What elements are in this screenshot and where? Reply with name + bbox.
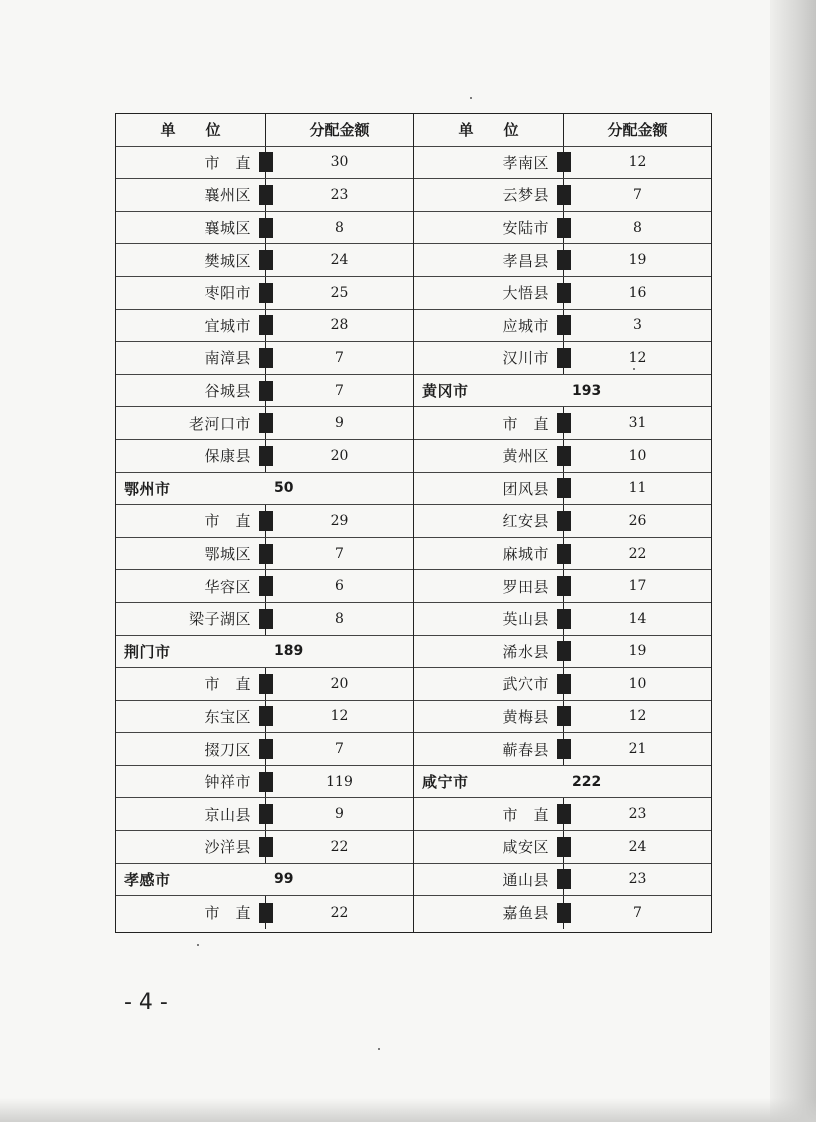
allocation-amount: 10 xyxy=(628,447,647,464)
redaction-mark xyxy=(259,152,273,172)
allocation-amount: 11 xyxy=(628,480,647,497)
redaction-mark xyxy=(557,348,571,368)
redaction-mark xyxy=(259,544,273,564)
unit-name: 掇刀区 xyxy=(116,733,266,765)
table-row xyxy=(116,310,413,343)
table-row xyxy=(116,244,413,277)
allocation-amount: 7 xyxy=(335,545,344,562)
unit-name: 黄州区 xyxy=(414,440,564,472)
page-bottom-shadow xyxy=(0,1098,816,1122)
redaction-mark xyxy=(557,446,571,466)
unit-name: 华容区 xyxy=(116,570,266,602)
unit-name: 英山县 xyxy=(414,603,564,635)
redaction-mark xyxy=(259,250,273,270)
redaction-mark xyxy=(259,315,273,335)
city-total: 50 xyxy=(274,480,294,497)
table-row xyxy=(116,179,413,212)
table-row xyxy=(116,701,413,734)
allocation-amount: 7 xyxy=(335,382,344,399)
allocation-amount: 21 xyxy=(628,741,647,758)
redaction-mark xyxy=(259,218,273,238)
allocation-amount: 20 xyxy=(330,675,349,692)
page-number: - 4 - xyxy=(124,990,168,1015)
scan-speck xyxy=(633,368,635,370)
redaction-mark xyxy=(557,674,571,694)
allocation-amount: 17 xyxy=(628,578,647,595)
redaction-mark xyxy=(259,185,273,205)
unit-name: 保康县 xyxy=(116,440,266,472)
redaction-mark xyxy=(557,511,571,531)
allocation-amount: 7 xyxy=(335,349,344,366)
unit-name: 应城市 xyxy=(414,310,564,342)
unit-name: 麻城市 xyxy=(414,538,564,570)
table-row xyxy=(414,244,711,277)
redaction-mark xyxy=(259,903,273,923)
city-total: 189 xyxy=(274,643,304,660)
unit-name: 安陆市 xyxy=(414,212,564,244)
redaction-mark xyxy=(259,837,273,857)
table-row xyxy=(116,212,413,245)
redaction-mark xyxy=(259,283,273,303)
allocation-amount: 16 xyxy=(628,284,647,301)
allocation-amount: 3 xyxy=(633,317,642,334)
redaction-mark xyxy=(557,609,571,629)
city-row xyxy=(414,375,711,408)
allocation-amount: 24 xyxy=(330,252,349,269)
redaction-mark xyxy=(557,739,571,759)
table-row xyxy=(116,440,413,473)
unit-name: 宜城市 xyxy=(116,310,266,342)
allocation-amount: 28 xyxy=(330,317,349,334)
table-row xyxy=(116,570,413,603)
redaction-mark xyxy=(557,250,571,270)
table-row xyxy=(414,603,711,636)
redaction-mark xyxy=(259,804,273,824)
allocation-amount: 7 xyxy=(633,186,642,203)
table-row xyxy=(414,701,711,734)
unit-name: 汉川市 xyxy=(414,342,564,374)
table-header-row xyxy=(116,114,413,147)
unit-name: 襄城区 xyxy=(116,212,266,244)
allocation-table xyxy=(115,113,712,933)
table-row xyxy=(414,147,711,180)
unit-name: 枣阳市 xyxy=(116,277,266,309)
allocation-amount: 31 xyxy=(628,415,647,432)
allocation-amount: 7 xyxy=(335,741,344,758)
unit-name: 嘉鱼县 xyxy=(414,896,564,929)
unit-name: 市 直 xyxy=(414,798,564,830)
unit-name: 沙洋县 xyxy=(116,831,266,863)
redaction-mark xyxy=(259,413,273,433)
table-row xyxy=(414,212,711,245)
table-row xyxy=(116,896,413,929)
allocation-amount: 23 xyxy=(628,871,647,888)
unit-name: 通山县 xyxy=(414,864,564,896)
unit-name: 樊城区 xyxy=(116,244,266,276)
redaction-mark xyxy=(557,576,571,596)
city-name: 咸宁市 xyxy=(422,773,469,792)
allocation-amount: 119 xyxy=(326,773,353,790)
header-amount: 分配金额 xyxy=(309,121,370,140)
table-row xyxy=(414,473,711,506)
table-row xyxy=(116,831,413,864)
unit-name: 东宝区 xyxy=(116,701,266,733)
table-row xyxy=(414,505,711,538)
redaction-mark xyxy=(259,381,273,401)
allocation-amount: 7 xyxy=(633,904,642,921)
allocation-amount: 10 xyxy=(628,675,647,692)
table-left-half xyxy=(116,114,414,932)
unit-name: 襄州区 xyxy=(116,179,266,211)
city-total: 99 xyxy=(274,871,294,888)
redaction-mark xyxy=(259,706,273,726)
unit-name: 浠水县 xyxy=(414,636,564,668)
allocation-amount: 23 xyxy=(330,186,349,203)
city-total: 193 xyxy=(572,382,602,399)
table-row xyxy=(116,147,413,180)
table-row xyxy=(116,342,413,375)
unit-name: 梁子湖区 xyxy=(116,603,266,635)
redaction-mark xyxy=(259,446,273,466)
redaction-mark xyxy=(259,674,273,694)
allocation-amount: 19 xyxy=(628,643,647,660)
redaction-mark xyxy=(259,739,273,759)
table-right-half xyxy=(414,114,711,932)
page-edge-shadow xyxy=(770,0,816,1122)
allocation-amount: 8 xyxy=(335,610,344,627)
table-row xyxy=(414,538,711,571)
allocation-amount: 30 xyxy=(330,154,349,171)
unit-name: 市 直 xyxy=(414,407,564,439)
city-row xyxy=(116,636,413,669)
allocation-amount: 12 xyxy=(628,349,647,366)
unit-name: 谷城县 xyxy=(116,375,266,407)
redaction-mark xyxy=(557,869,571,889)
allocation-amount: 12 xyxy=(628,708,647,725)
redaction-mark xyxy=(557,218,571,238)
allocation-amount: 23 xyxy=(628,806,647,823)
table-row xyxy=(116,668,413,701)
table-row xyxy=(414,310,711,343)
allocation-amount: 26 xyxy=(628,512,647,529)
table-row xyxy=(414,864,711,897)
table-row xyxy=(414,668,711,701)
unit-name: 市 直 xyxy=(116,505,266,537)
table-row xyxy=(116,766,413,799)
table-row xyxy=(116,505,413,538)
city-row xyxy=(116,864,413,897)
unit-name: 大悟县 xyxy=(414,277,564,309)
redaction-mark xyxy=(259,609,273,629)
unit-name: 孝南区 xyxy=(414,147,564,179)
city-name: 鄂州市 xyxy=(124,479,171,498)
city-name: 荆门市 xyxy=(124,642,171,661)
unit-name: 武穴市 xyxy=(414,668,564,700)
unit-name: 京山县 xyxy=(116,798,266,830)
redaction-mark xyxy=(557,185,571,205)
redaction-mark xyxy=(557,837,571,857)
redaction-mark xyxy=(259,772,273,792)
header-unit: 单 位 xyxy=(414,114,564,146)
table-row xyxy=(116,733,413,766)
city-name: 孝感市 xyxy=(124,870,171,889)
table-row xyxy=(414,636,711,669)
table-row xyxy=(414,407,711,440)
unit-name: 罗田县 xyxy=(414,570,564,602)
allocation-amount: 9 xyxy=(335,806,344,823)
allocation-amount: 8 xyxy=(335,219,344,236)
redaction-mark xyxy=(557,641,571,661)
unit-name: 市 直 xyxy=(116,147,266,179)
city-name: 黄冈市 xyxy=(422,382,469,401)
redaction-mark xyxy=(259,511,273,531)
city-total: 222 xyxy=(572,773,602,790)
allocation-amount: 12 xyxy=(330,708,349,725)
table-row xyxy=(414,277,711,310)
unit-name: 团风县 xyxy=(414,473,564,505)
redaction-mark xyxy=(557,152,571,172)
table-row xyxy=(414,733,711,766)
redaction-mark xyxy=(557,903,571,923)
unit-name: 钟祥市 xyxy=(116,766,266,798)
unit-name: 云梦县 xyxy=(414,179,564,211)
table-row xyxy=(116,798,413,831)
table-row xyxy=(414,440,711,473)
table-row xyxy=(414,896,711,929)
unit-name: 孝昌县 xyxy=(414,244,564,276)
allocation-amount: 14 xyxy=(628,610,647,627)
allocation-amount: 9 xyxy=(335,415,344,432)
allocation-amount: 19 xyxy=(628,252,647,269)
allocation-amount: 29 xyxy=(330,512,349,529)
table-row xyxy=(414,179,711,212)
unit-name: 老河口市 xyxy=(116,407,266,439)
city-row xyxy=(414,766,711,799)
redaction-mark xyxy=(259,576,273,596)
unit-name: 南漳县 xyxy=(116,342,266,374)
redaction-mark xyxy=(557,478,571,498)
allocation-amount: 22 xyxy=(628,545,647,562)
table-row xyxy=(116,538,413,571)
scan-speck xyxy=(470,97,472,99)
allocation-amount: 12 xyxy=(628,154,647,171)
redaction-mark xyxy=(557,544,571,564)
redaction-mark xyxy=(557,315,571,335)
table-row xyxy=(414,570,711,603)
unit-name: 鄂城区 xyxy=(116,538,266,570)
allocation-amount: 20 xyxy=(330,447,349,464)
allocation-amount: 22 xyxy=(330,904,349,921)
table-header-row xyxy=(414,114,711,147)
unit-name: 红安县 xyxy=(414,505,564,537)
table-row xyxy=(116,407,413,440)
redaction-mark xyxy=(557,804,571,824)
scan-speck xyxy=(197,944,199,946)
unit-name: 市 直 xyxy=(116,668,266,700)
unit-name: 蕲春县 xyxy=(414,733,564,765)
redaction-mark xyxy=(557,706,571,726)
redaction-mark xyxy=(259,348,273,368)
table-row xyxy=(116,375,413,408)
allocation-amount: 25 xyxy=(330,284,349,301)
table-row xyxy=(116,277,413,310)
redaction-mark xyxy=(557,413,571,433)
table-row xyxy=(116,603,413,636)
unit-name: 咸安区 xyxy=(414,831,564,863)
header-amount: 分配金额 xyxy=(607,121,668,140)
redaction-mark xyxy=(557,283,571,303)
allocation-amount: 8 xyxy=(633,219,642,236)
allocation-amount: 24 xyxy=(628,838,647,855)
unit-name: 黄梅县 xyxy=(414,701,564,733)
allocation-amount: 22 xyxy=(330,838,349,855)
scan-speck xyxy=(378,1048,380,1050)
table-row xyxy=(414,831,711,864)
table-row xyxy=(414,798,711,831)
unit-name: 市 直 xyxy=(116,896,266,929)
header-unit: 单 位 xyxy=(116,114,266,146)
table-row xyxy=(414,342,711,375)
city-row xyxy=(116,473,413,506)
allocation-amount: 6 xyxy=(335,578,344,595)
